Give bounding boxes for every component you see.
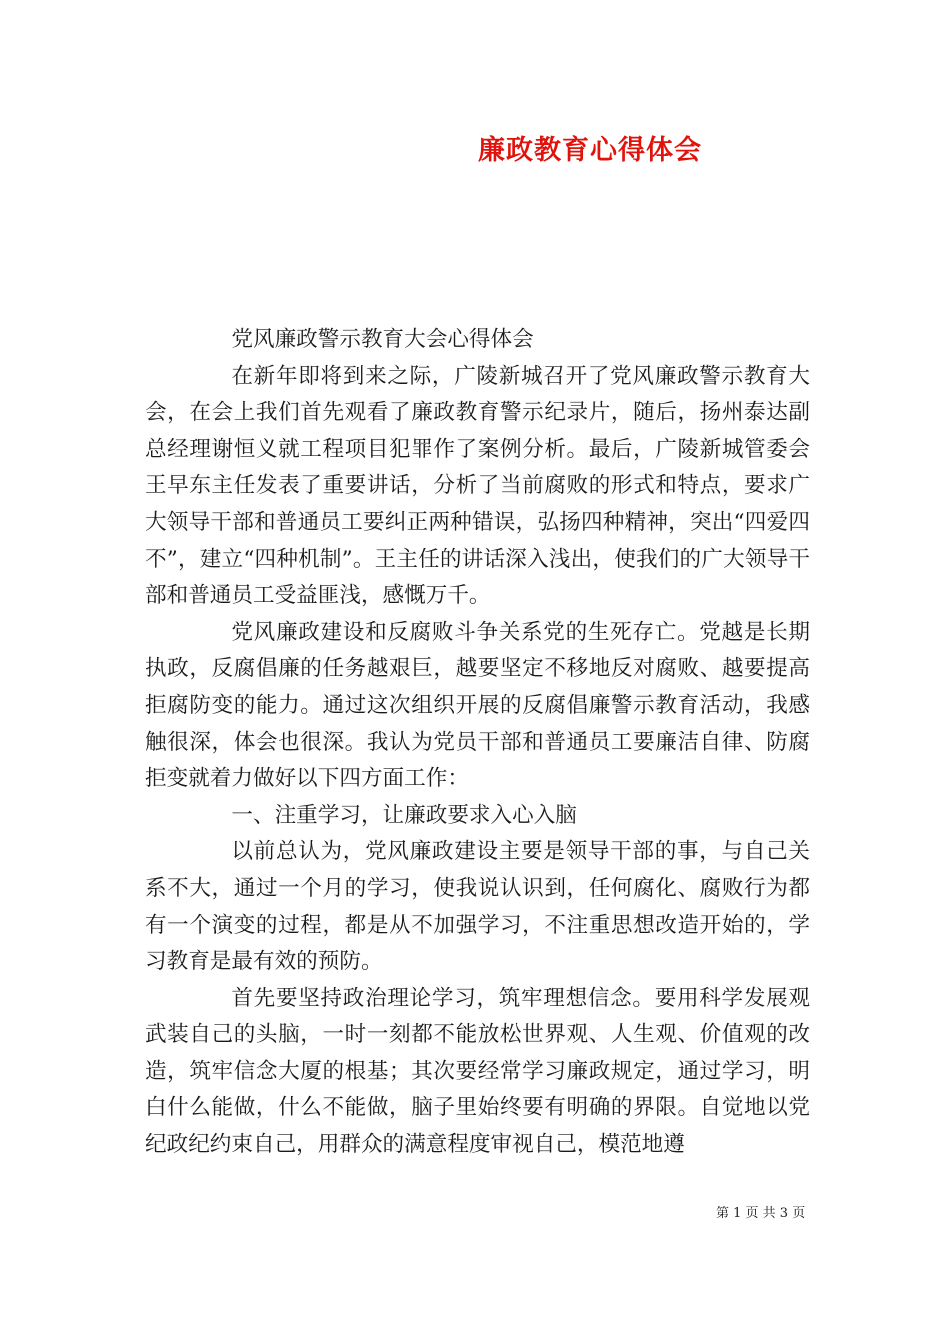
paragraph: 党风廉政建设和反腐败斗争关系党的生死存亡。党越是长期执政，反腐倡廉的任务越艰巨，越要坚定不移地反对腐败、越要提高拒腐防变的能力。通过这次组织开展的反腐倡廉警示教育活动，我感触很深，体会也很深。我认为党员干部和普通员工要廉洁自律、防腐拒变就着力做好以下四方面工作：	[145, 619, 810, 792]
document-title: 廉政教育心得体会	[478, 135, 702, 166]
paragraph: 首先要坚持政治理论学习，筑牢理想信念。要用科学发展观武装自己的头脑，一时一刻都不能放松世界观、人生观、价值观的改造，筑牢信念大厦的根基；其次要经常学习廉政规定，通过学习，明白什么能做，什么不能做，脑子里始终要有明确的界限。自觉地以党纪政纪约束自己，用群众的满意程度审视自己，模范地遵	[145, 985, 810, 1158]
paragraph: 以前总认为，党风廉政建设主要是领导干部的事，与自己关系不大，通过一个月的学习，使我说认识到，任何腐化、腐败行为都有一个演变的过程，都是从不加强学习，不注重思想改造开始的，学习教育是最有效的预防。	[145, 839, 810, 975]
paragraph: 在新年即将到来之际，广陵新城召开了党风廉政警示教育大会，在会上我们首先观看了廉政教育警示纪录片，随后，扬州泰达副总经理谢恒义就工程项目犯罪作了案例分析。最后，广陵新城管委会王早东主任发表了重要讲话，分析了当前腐败的形式和特点，要求广大领导干部和普通员工要纠正两种错误，弘扬四种精神，突出“四爱四不”，建立“四种机制”。王主任的讲话深入浅出，使我们的广大领导干部和普通员工受益匪浅，感慨万千。	[145, 363, 810, 609]
document-body	[145, 322, 810, 1164]
section-heading: 一、注重学习，让廉政要求入心入脑	[231, 802, 577, 828]
page-number: 第 1 页 共 3 页	[716, 1206, 806, 1221]
document-subtitle: 党风廉政警示教育大会心得体会	[231, 327, 534, 352]
